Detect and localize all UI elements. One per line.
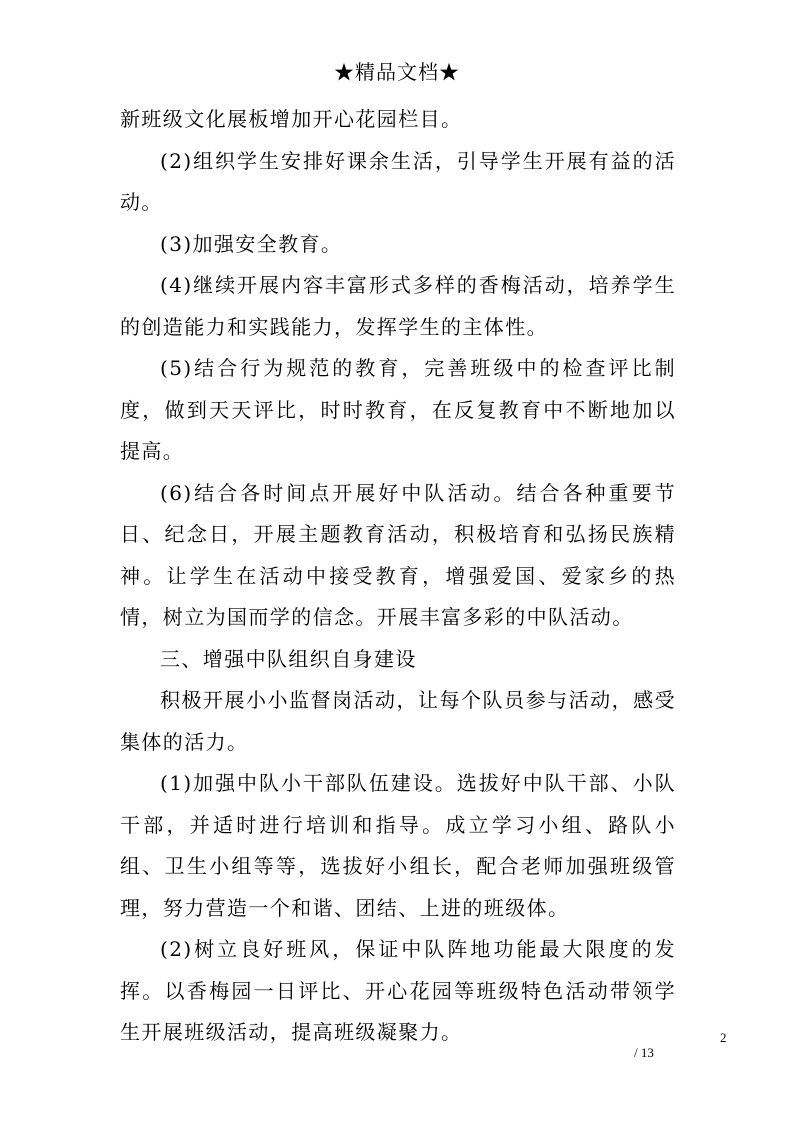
section-heading: 三、增强中队组织自身建设 bbox=[160, 646, 417, 671]
document-header: ★精品文档★ bbox=[334, 60, 460, 84]
page-total: / 13 bbox=[634, 1045, 654, 1060]
paragraph: (4)继续开展内容丰富形式多样的香梅活动，培养学生的创造能力和实践能力，发挥学生的主体性。 bbox=[120, 273, 676, 339]
paragraph: 新班级文化展板增加开心花园栏目。 bbox=[120, 107, 463, 131]
paragraph: (2)树立良好班风，保证中队阵地功能最大限度的发挥。以香梅园一日评比、开心花园等班级特色活动带领学生开展班级活动，提高班级凝聚力。 bbox=[120, 937, 676, 1044]
document-body bbox=[120, 99, 676, 1054]
paragraph: (1)加强中队小干部队伍建设。选拔好中队干部、小队干部，并适时进行培训和指导。成立学习小组、路队小组、卫生小组等等，选拔好小组长，配合老师加强班级管理，努力营造一个和谐、团结、上进的班级体。 bbox=[120, 771, 676, 920]
page-number: 2 bbox=[720, 1030, 727, 1045]
paragraph: 积极开展小小监督岗活动，让每个队员参与活动，感受集体的活力。 bbox=[120, 688, 676, 754]
paragraph: (2)组织学生安排好课余生活，引导学生开展有益的活动。 bbox=[120, 148, 676, 214]
paragraph: (5)结合行为规范的教育，完善班级中的检查评比制度，做到天天评比，时时教育，在反复教育中不断地加以提高。 bbox=[120, 356, 676, 463]
paragraph: (3)加强安全教育。 bbox=[160, 231, 343, 256]
paragraph: (6)结合各时间点开展好中队活动。结合各种重要节日、纪念日，开展主题教育活动，积极培育和弘扬民族精神。让学生在活动中接受教育，增强爱国、爱家乡的热情，树立为国而学的信念。开展丰富多彩的中队活动。 bbox=[120, 480, 676, 629]
